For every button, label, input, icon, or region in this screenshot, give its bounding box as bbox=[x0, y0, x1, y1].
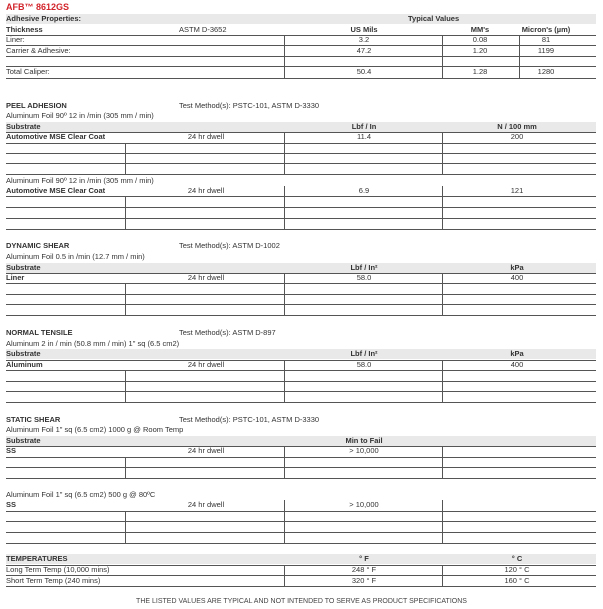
row-value: 0.08 bbox=[472, 35, 488, 44]
substrate-name: Automotive MSE Clear Coat bbox=[6, 186, 106, 195]
divider bbox=[6, 360, 596, 361]
divider bbox=[6, 66, 596, 67]
divider bbox=[6, 315, 596, 316]
row-value: 248 ° F bbox=[351, 565, 377, 574]
microns-header: Micron's (µm) bbox=[521, 25, 571, 34]
divider bbox=[6, 196, 596, 197]
condition-text: Aluminum Foil 90º 12 in /min (305 mm / min) bbox=[6, 176, 154, 185]
divider bbox=[6, 45, 596, 46]
divider bbox=[6, 446, 596, 447]
table-row bbox=[6, 500, 596, 510]
row-label: Carrier & Adhesive: bbox=[6, 46, 71, 55]
dwell-text: 24 hr dwell bbox=[187, 186, 225, 195]
dwell-text: 24 hr dwell bbox=[187, 360, 225, 369]
static-substrate-header bbox=[6, 436, 596, 446]
divider bbox=[6, 207, 596, 208]
adhesive-heading: Adhesive Properties: bbox=[6, 14, 82, 23]
dwell-text: 24 hr dwell bbox=[187, 446, 225, 455]
divider bbox=[6, 132, 596, 133]
row-value: 1199 bbox=[537, 46, 555, 55]
row-value: 121 bbox=[510, 186, 524, 195]
divider bbox=[442, 446, 443, 478]
peel-header-row bbox=[6, 101, 596, 111]
peel-condition bbox=[6, 111, 596, 121]
static-condition bbox=[6, 425, 596, 435]
divider bbox=[6, 163, 596, 164]
divider bbox=[6, 35, 596, 36]
thickness-label: Thickness bbox=[6, 25, 43, 34]
dynamic-substrate-header bbox=[6, 263, 596, 273]
divider bbox=[284, 446, 285, 478]
row-label: Long Term Temp (10,000 mins) bbox=[6, 565, 110, 574]
row-value: 200 bbox=[510, 132, 524, 141]
substrate-name: SS bbox=[6, 500, 17, 509]
row-label: Liner: bbox=[6, 35, 25, 44]
divider bbox=[6, 511, 596, 512]
substrate-label: Substrate bbox=[6, 349, 41, 358]
divider bbox=[442, 273, 443, 315]
dynamic-header-row bbox=[6, 241, 596, 251]
dwell-text: 24 hr dwell bbox=[187, 500, 225, 509]
divider bbox=[6, 174, 596, 175]
row-value: 320 ° F bbox=[351, 576, 377, 585]
divider bbox=[6, 381, 596, 382]
divider bbox=[6, 143, 596, 144]
divider bbox=[125, 283, 126, 315]
condition-text: Aluminum Foil 1" sq (6.5 cm2) 500 g @ 80ºC bbox=[6, 490, 156, 499]
table-row bbox=[6, 565, 596, 575]
unit-header: Lbf / In bbox=[351, 122, 377, 131]
table-row bbox=[6, 446, 596, 456]
normal-condition bbox=[6, 339, 596, 349]
divider bbox=[6, 56, 596, 57]
substrate-name: Liner bbox=[6, 273, 25, 282]
thickness-method: ASTM D-3652 bbox=[179, 25, 227, 34]
row-value: 400 bbox=[510, 273, 524, 282]
divider bbox=[442, 360, 443, 402]
row-value: 11.4 bbox=[356, 132, 372, 141]
divider bbox=[442, 500, 443, 543]
unit-header: ° C bbox=[511, 554, 523, 563]
unit-header: Min to Fail bbox=[345, 436, 383, 445]
divider bbox=[284, 132, 285, 174]
static-header-row bbox=[6, 415, 596, 425]
condition-text: Aluminum Foil 90º 12 in /min (305 mm / min) bbox=[6, 111, 154, 120]
row-value: 47.2 bbox=[356, 46, 372, 55]
divider bbox=[6, 543, 596, 544]
substrate-label: Substrate bbox=[6, 263, 41, 272]
divider bbox=[442, 565, 443, 586]
row-value: 120 ° C bbox=[504, 565, 530, 574]
divider bbox=[284, 500, 285, 543]
table-row bbox=[6, 132, 596, 142]
dynamic-method: Test Method(s): ASTM D-1002 bbox=[179, 241, 280, 250]
table-row bbox=[6, 186, 596, 196]
divider bbox=[442, 132, 443, 174]
divider bbox=[6, 273, 596, 274]
table-row bbox=[6, 35, 596, 45]
normal-header-row bbox=[6, 328, 596, 338]
temperatures-heading: TEMPERATURES bbox=[6, 554, 68, 563]
dynamic-condition bbox=[6, 252, 596, 262]
divider bbox=[284, 360, 285, 402]
divider bbox=[6, 478, 596, 479]
divider bbox=[125, 370, 126, 402]
row-value: 81 bbox=[541, 35, 551, 44]
condition-text: Aluminum Foil 1" sq (6.5 cm2) 1000 g @ Room Temp bbox=[6, 425, 184, 434]
row-value: 400 bbox=[510, 360, 524, 369]
divider bbox=[284, 565, 285, 586]
substrate-name: SS bbox=[6, 446, 17, 455]
divider bbox=[442, 186, 443, 229]
normal-method: Test Method(s): ASTM D-897 bbox=[179, 328, 276, 337]
divider bbox=[284, 35, 285, 78]
divider bbox=[6, 457, 596, 458]
row-value: 50.4 bbox=[356, 67, 372, 76]
unit-header: Lbf / In² bbox=[350, 263, 378, 272]
substrate-name: Aluminum bbox=[6, 360, 43, 369]
dynamic-heading: DYNAMIC SHEAR bbox=[6, 241, 70, 250]
peel-condition-2 bbox=[6, 176, 596, 186]
divider bbox=[442, 35, 443, 78]
row-value: 6.9 bbox=[358, 186, 370, 195]
divider bbox=[6, 304, 596, 305]
unit-header: ° F bbox=[359, 554, 369, 563]
mm-header: MM's bbox=[470, 25, 490, 34]
divider bbox=[6, 218, 596, 219]
table-row bbox=[6, 46, 596, 56]
dwell-text: 24 hr dwell bbox=[187, 273, 225, 282]
substrate-name: Automotive MSE Clear Coat bbox=[6, 132, 106, 141]
temperatures-header bbox=[6, 554, 596, 564]
dwell-text: 24 hr dwell bbox=[187, 132, 225, 141]
divider bbox=[6, 467, 596, 468]
peel-heading: PEEL ADHESION bbox=[6, 101, 67, 110]
thickness-header-row bbox=[6, 25, 596, 35]
row-value: 160 ° C bbox=[504, 576, 530, 585]
static-condition-2 bbox=[6, 490, 596, 500]
table-row bbox=[6, 67, 596, 77]
table-row bbox=[6, 576, 596, 586]
unit-header: Lbf / In² bbox=[350, 349, 378, 358]
unit-header: kPa bbox=[510, 263, 524, 272]
normal-substrate-header bbox=[6, 349, 596, 359]
condition-text: Aluminum Foil 0.5 in /min (12.7 mm / min) bbox=[6, 252, 145, 261]
row-value: > 10,000 bbox=[349, 500, 379, 509]
divider bbox=[6, 283, 596, 284]
row-value: 58.0 bbox=[356, 360, 372, 369]
divider bbox=[6, 229, 596, 230]
divider bbox=[6, 153, 596, 154]
divider bbox=[6, 532, 596, 533]
row-label: Short Term Temp (240 mins) bbox=[6, 576, 101, 585]
divider bbox=[6, 402, 596, 403]
substrate-label: Substrate bbox=[6, 436, 41, 445]
row-value: 1.20 bbox=[472, 46, 488, 55]
typical-values-label: Typical Values bbox=[408, 14, 460, 23]
divider bbox=[6, 370, 596, 371]
table-row bbox=[6, 273, 596, 283]
divider bbox=[125, 196, 126, 229]
divider bbox=[6, 565, 596, 566]
divider bbox=[125, 511, 126, 543]
peel-method: Test Method(s): PSTC-101, ASTM D-3330 bbox=[179, 101, 320, 110]
adhesive-properties-header bbox=[6, 14, 596, 24]
unit-header: kPa bbox=[510, 349, 524, 358]
divider bbox=[284, 273, 285, 315]
divider bbox=[125, 457, 126, 478]
divider bbox=[6, 521, 596, 522]
table-row bbox=[6, 360, 596, 370]
divider bbox=[284, 186, 285, 229]
us-mils-header: US Mils bbox=[350, 25, 378, 34]
row-value: > 10,000 bbox=[349, 446, 379, 455]
row-value: 58.0 bbox=[356, 273, 372, 282]
product-title: AFB™ 8612GS bbox=[6, 2, 70, 12]
divider bbox=[6, 586, 596, 587]
row-value: 3.2 bbox=[358, 35, 370, 44]
static-heading: STATIC SHEAR bbox=[6, 415, 61, 424]
divider bbox=[6, 391, 596, 392]
substrate-label: Substrate bbox=[6, 122, 41, 131]
peel-substrate-header bbox=[6, 122, 596, 132]
normal-heading: NORMAL TENSILE bbox=[6, 328, 73, 337]
row-value: 1.28 bbox=[472, 67, 488, 76]
unit-header: N / 100 mm bbox=[497, 122, 537, 131]
divider bbox=[125, 143, 126, 174]
divider bbox=[6, 575, 596, 576]
static-method: Test Method(s): PSTC-101, ASTM D-3330 bbox=[179, 415, 320, 424]
divider bbox=[6, 294, 596, 295]
condition-text: Aluminum 2 in / min (50.8 mm / min) 1" sq (6.5 cm2) bbox=[6, 339, 180, 348]
divider bbox=[6, 78, 596, 79]
footer-disclaimer: THE LISTED VALUES ARE TYPICAL AND NOT INTENDED TO SERVE AS PRODUCT SPECIFICATIONS bbox=[136, 598, 467, 605]
divider bbox=[519, 35, 520, 78]
row-label: Total Caliper: bbox=[6, 67, 50, 76]
row-value: 1280 bbox=[537, 67, 555, 76]
